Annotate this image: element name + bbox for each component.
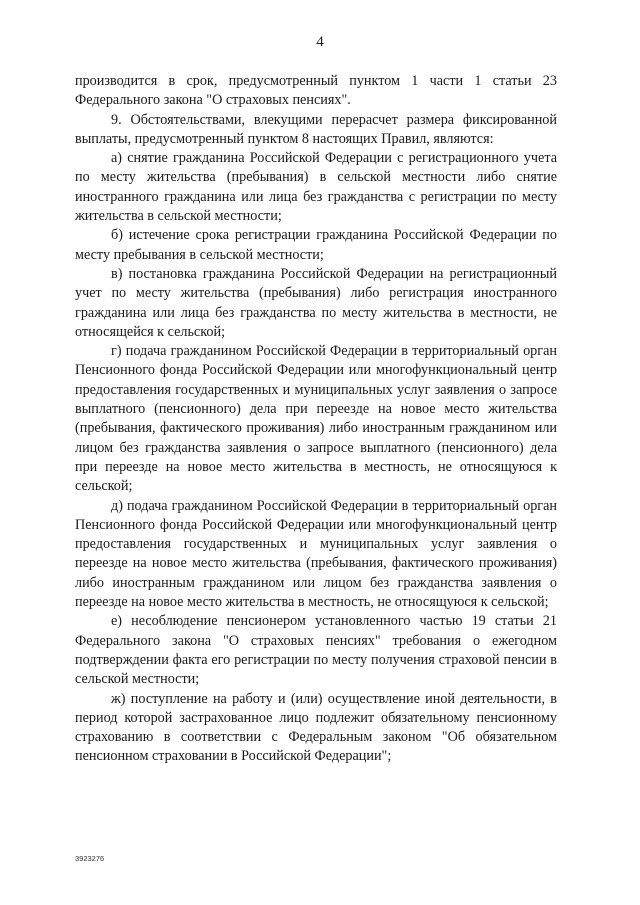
paragraph: д) подача гражданином Российской Федерации в территориальный орган Пенсионного фонда Российской Федерации или многофункциональный центр предоставления государственных и муниципальных услуг заявления о переезде на новое место жительства (пребывания, фактического проживания) либо иностранным гражданином или лицом без гражданства заявления о переезде на новое место жительства в местность, не относящуюся к сельской;: [75, 497, 557, 611]
paragraph: производится в срок, предусмотренный пунктом 1 части 1 статьи 23 Федерального закона "О страховых пенсиях".: [75, 73, 557, 109]
page-number: 4: [316, 34, 324, 50]
paragraph: ж) поступление на работу и (или) осуществление иной деятельности, в период которой застрахованное лицо подлежит обязательному пенсионному страхованию в соответствии с Федеральным законом "Об обязательном пенсионном страховании в Российской Федерации";: [75, 690, 557, 765]
paragraph: е) несоблюдение пенсионером установленного частью 19 статьи 21 Федерального закона "О страховых пенсиях" требования о ежегодном подтверждении факта его регистрации по месту получения страховой пенсии в сельской местности;: [75, 613, 557, 688]
document-id: 3923276: [75, 854, 105, 863]
paragraph: г) подача гражданином Российской Федерации в территориальный орган Пенсионного фонда Российской Федерации или многофункциональный центр предоставления государственных и муниципальных услуг заявления о запросе выплатного (пенсионного) дела при переезде на новое место жительства (пребывания, фактического проживания) либо иностранным гражданином или лицом без гражданства заявления о запросе выплатного (пенсионного) дела при переезде на новое место жительства в местность, не относящуюся к сельской;: [75, 343, 557, 495]
document-body: [75, 72, 557, 767]
paragraph: а) снятие гражданина Российской Федерации с регистрационного учета по месту жительства (пребывания) в сельской местности либо снятие иностранного гражданина или лица без гражданства с регистрации по месту жительства в сельской местности;: [75, 150, 557, 225]
paragraph: в) постановка гражданина Российской Федерации на регистрационный учет по месту жительства (пребывания) либо регистрация иностранного гражданина или лица без гражданства по месту жительства в местности, не относящейся к сельской;: [75, 265, 557, 340]
paragraph: 9. Обстоятельствами, влекущими перерасчет размера фиксированной выплаты, предусмотренный пунктом 8 настоящих Правил, являются:: [75, 111, 557, 147]
paragraph: б) истечение срока регистрации гражданина Российской Федерации по месту пребывания в сельской местности;: [75, 227, 557, 263]
